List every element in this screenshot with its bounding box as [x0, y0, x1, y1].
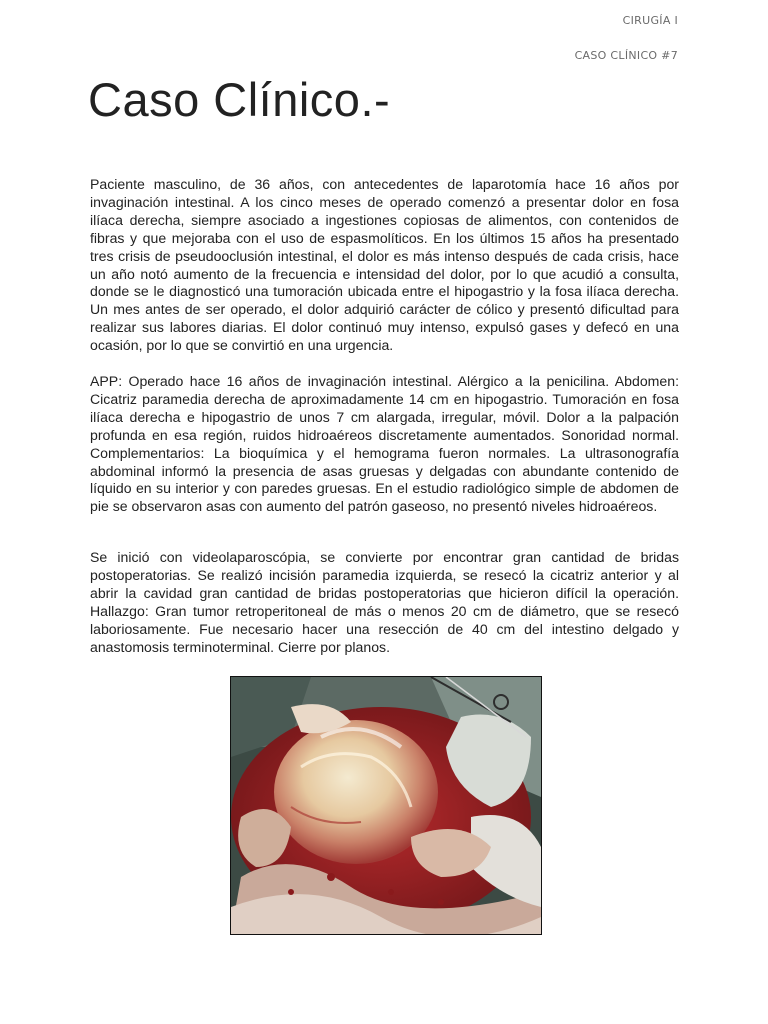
paragraph-case-history: Paciente masculino, de 36 años, con antecedentes de laparotomía hace 16 años por invaginación intestinal. A los cinco meses de operado comenzó a presentar dolor en fosa ilíaca derecha, siempre asociado a ingestiones copiosas de alimentos, con contenidos de fibras y que mejoraba con el uso de espasmolíticos. En los últimos 15 años ha presentado tres crisis de pseudooclusión intestinal, el dolor es más intenso después de cada crisis, hace un año notó aumento de la frecuencia e intensidad del dolor, por lo que acudió a consulta, donde se le diagnosticó una tumoración ubicada entre el hipogastrio y la fosa ilíaca derecha. Un mes antes de ser operado, el dolor adquirió carácter de cólico y presentó dificultad para realizar sus labores diarias. El dolor continuó muy intenso, expulsó gases y defecó en una ocasión, por lo que se convirtió en una urgencia.: [90, 176, 679, 354]
paragraph-surgery: Se inició con videolaparoscópia, se convierte por encontrar gran cantidad de bridas postoperatorias. Se realizó incisión paramedia izquierda, se resecó la cicatriz anterior y al abrir la cavidad gran cantidad de bridas postoperatorias que hicieron difícil la operación. Hallazgo: Gran tumor retroperitoneal de más o menos 20 cm de diámetro, que se resecó laboriosamente. Fue necesario hacer una resección de 40 cm del intestino delgado y anastomosis terminoterminal. Cierre por planos.: [90, 549, 679, 655]
surgical-photo: [230, 676, 542, 935]
paragraph-app-exam: APP: Operado hace 16 años de invaginación intestinal. Alérgico a la penicilina. Abdomen: Cicatriz paramedia derecha de aproximadamente 14 cm en hipogastrio. Tumoración en fosa ilíaca derecha e hipogastrio de unos 7 cm alargada, irregular, móvil. Dolor a la palpación profunda en esa región, ruidos hidroaéreos discretamente aumentados. Sonoridad normal. Complementarios: La bioquímica y el hemograma fueron normales. La ultrasonografía abdominal informó la presencia de asas gruesas y delgadas con abundante contenido de líquido en su interior y con paredes gruesas. En el estudio radiológico simple de abdomen de pie se observaron asas con aumento del patrón gaseoso, no presentó niveles hidroaéreos.: [90, 373, 679, 515]
page-title: Caso Clínico.-: [88, 73, 391, 126]
header-course: CIRUGÍA I: [622, 14, 678, 27]
header-case-number: CASO CLÍNICO #7: [574, 49, 678, 62]
